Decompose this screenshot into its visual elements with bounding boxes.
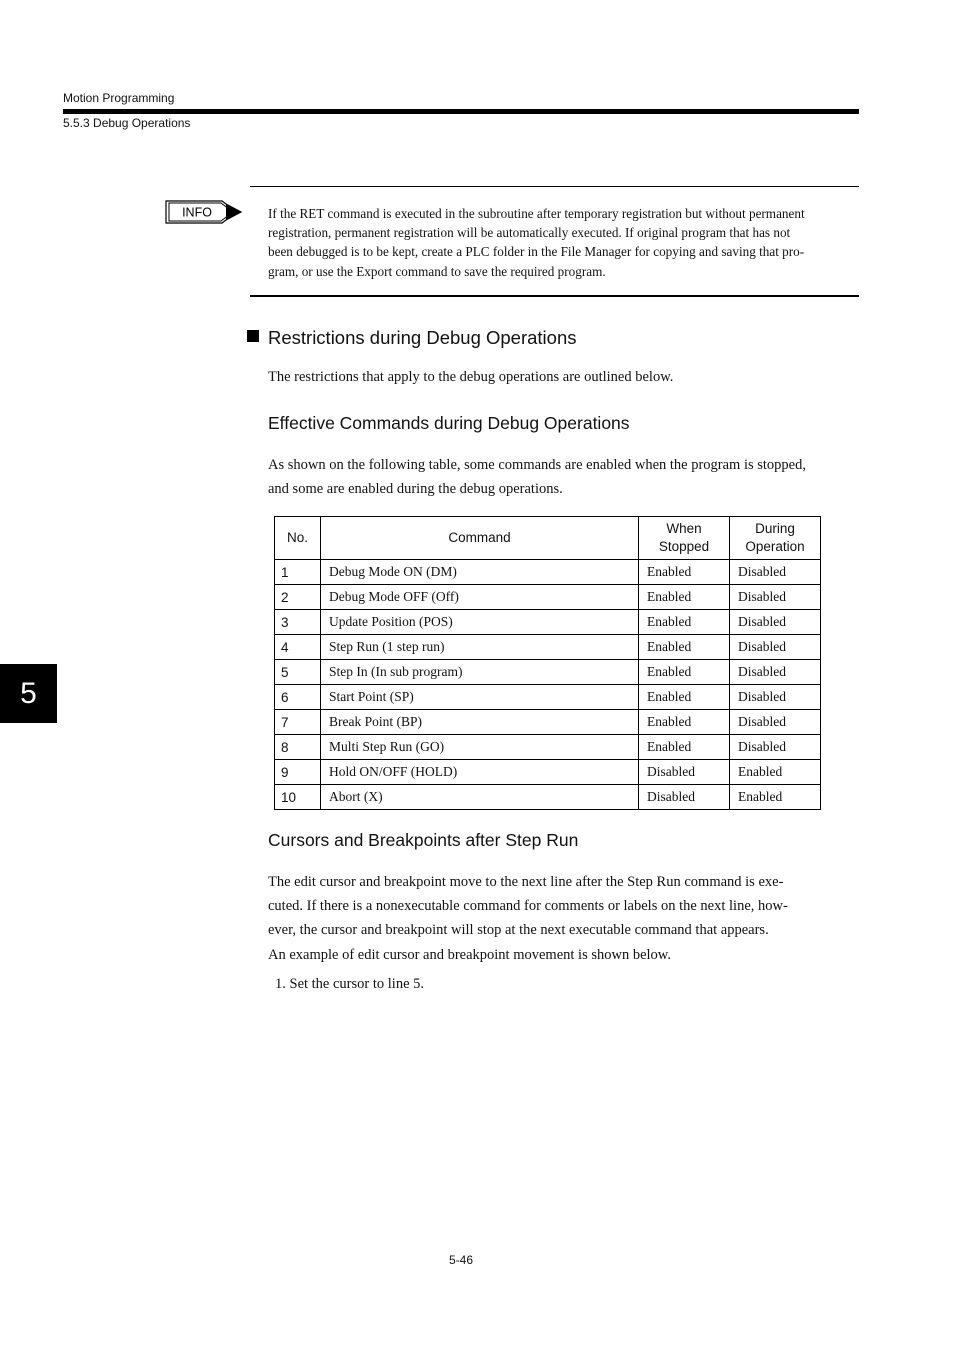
header-command: Command (321, 517, 639, 560)
info-line: been debugged is to be kept, create a PLC folder in the File Manager for copying and saving that pro- (268, 244, 805, 260)
running-header-section: 5.5.3 Debug Operations (63, 116, 191, 130)
table-row (275, 710, 821, 735)
cell-during-operation: Disabled (730, 660, 821, 685)
info-line: If the RET command is executed in the subroutine after temporary registration but without permanent (268, 206, 805, 221)
cell-during-operation: Enabled (730, 760, 821, 785)
table-header-row (275, 517, 821, 560)
cell-no: 4 (275, 635, 321, 660)
cell-command: Step Run (1 step run) (321, 635, 639, 660)
info-top-rule (250, 186, 859, 187)
paragraph-line: cuted. If there is a nonexecutable command for comments or labels on the next line, how- (268, 898, 788, 914)
table-row (275, 660, 821, 685)
cell-when-stopped: Enabled (639, 660, 730, 685)
page-number: 5-46 (448, 1253, 474, 1267)
table-row (275, 685, 821, 710)
cell-no: 8 (275, 735, 321, 760)
header-rule (63, 109, 859, 114)
cell-command: Hold ON/OFF (HOLD) (321, 760, 639, 785)
cell-no: 10 (275, 785, 321, 810)
cell-when-stopped: Disabled (639, 760, 730, 785)
chapter-tab: 5 (0, 664, 57, 723)
cell-during-operation: Disabled (730, 560, 821, 585)
cell-no: 2 (275, 585, 321, 610)
cell-when-stopped: Enabled (639, 635, 730, 660)
table-row (275, 585, 821, 610)
header-when-stopped (639, 517, 730, 560)
cell-during-operation: Disabled (730, 610, 821, 635)
subsection-title-cursors-breakpoints: Cursors and Breakpoints after Step Run (268, 830, 579, 850)
subsection-paragraph (268, 453, 806, 501)
cell-during-operation: Disabled (730, 710, 821, 735)
info-line: gram, or use the Export command to save the required program. (268, 263, 606, 279)
info-icon (164, 199, 244, 225)
cell-during-operation: Disabled (730, 585, 821, 610)
cell-no: 5 (275, 660, 321, 685)
info-badge-label: INFO (182, 205, 212, 220)
cell-command: Update Position (POS) (321, 610, 639, 635)
header-during-line1: During (755, 521, 795, 536)
section-bullet-icon (247, 330, 259, 342)
cell-during-operation: Enabled (730, 785, 821, 810)
table-row (275, 635, 821, 660)
section-title: Restrictions during Debug Operations (268, 327, 577, 348)
cell-no: 1 (275, 560, 321, 585)
running-header-chapter: Motion Programming (63, 91, 175, 105)
cell-during-operation: Disabled (730, 685, 821, 710)
cell-when-stopped: Enabled (639, 685, 730, 710)
info-bottom-rule (250, 295, 859, 297)
table-row (275, 560, 821, 585)
paragraph-line: The edit cursor and breakpoint move to the next line after the Step Run command is exe- (268, 874, 784, 890)
cell-command: Step In (In sub program) (321, 660, 639, 685)
cell-when-stopped: Enabled (639, 735, 730, 760)
step-1: 1. Set the cursor to line 5. (275, 976, 425, 992)
subsection-title-effective-commands: Effective Commands during Debug Operations (268, 413, 630, 433)
cell-no: 7 (275, 710, 321, 735)
header-during-operation (730, 517, 821, 560)
cell-when-stopped: Enabled (639, 710, 730, 735)
cell-during-operation: Disabled (730, 635, 821, 660)
subsection-paragraph (268, 870, 788, 942)
cell-command: Abort (X) (321, 785, 639, 810)
cell-when-stopped: Enabled (639, 610, 730, 635)
cell-when-stopped: Enabled (639, 585, 730, 610)
table-row (275, 760, 821, 785)
debug-commands-table (274, 516, 821, 810)
cell-command: Break Point (BP) (321, 710, 639, 735)
cell-when-stopped: Disabled (639, 785, 730, 810)
paragraph-line: ever, the cursor and breakpoint will stop at the next executable command that appears. (268, 922, 769, 938)
header-no: No. (275, 517, 321, 560)
cell-during-operation: Disabled (730, 735, 821, 760)
cell-command: Debug Mode OFF (Off) (321, 585, 639, 610)
cell-command: Start Point (SP) (321, 685, 639, 710)
info-note (268, 204, 860, 281)
cell-no: 6 (275, 685, 321, 710)
cell-command: Debug Mode ON (DM) (321, 560, 639, 585)
table-row (275, 610, 821, 635)
paragraph-line: and some are enabled during the debug operations. (268, 481, 563, 497)
cell-no: 3 (275, 610, 321, 635)
cell-command: Multi Step Run (GO) (321, 735, 639, 760)
info-line: registration, permanent registration will be automatically executed. If original program that has not (268, 225, 791, 241)
subsection-paragraph-example: An example of edit cursor and breakpoint movement is shown below. (268, 947, 671, 963)
paragraph-line: As shown on the following table, some commands are enabled when the program is stopped, (268, 457, 806, 473)
table-row (275, 785, 821, 810)
header-when-stopped-line1: When (666, 521, 702, 536)
header-during-line2: Operation (745, 539, 805, 554)
table-row (275, 735, 821, 760)
header-when-stopped-line2: Stopped (658, 539, 710, 554)
cell-when-stopped: Enabled (639, 560, 730, 585)
section-intro: The restrictions that apply to the debug operations are outlined below. (268, 369, 674, 385)
cell-no: 9 (275, 760, 321, 785)
